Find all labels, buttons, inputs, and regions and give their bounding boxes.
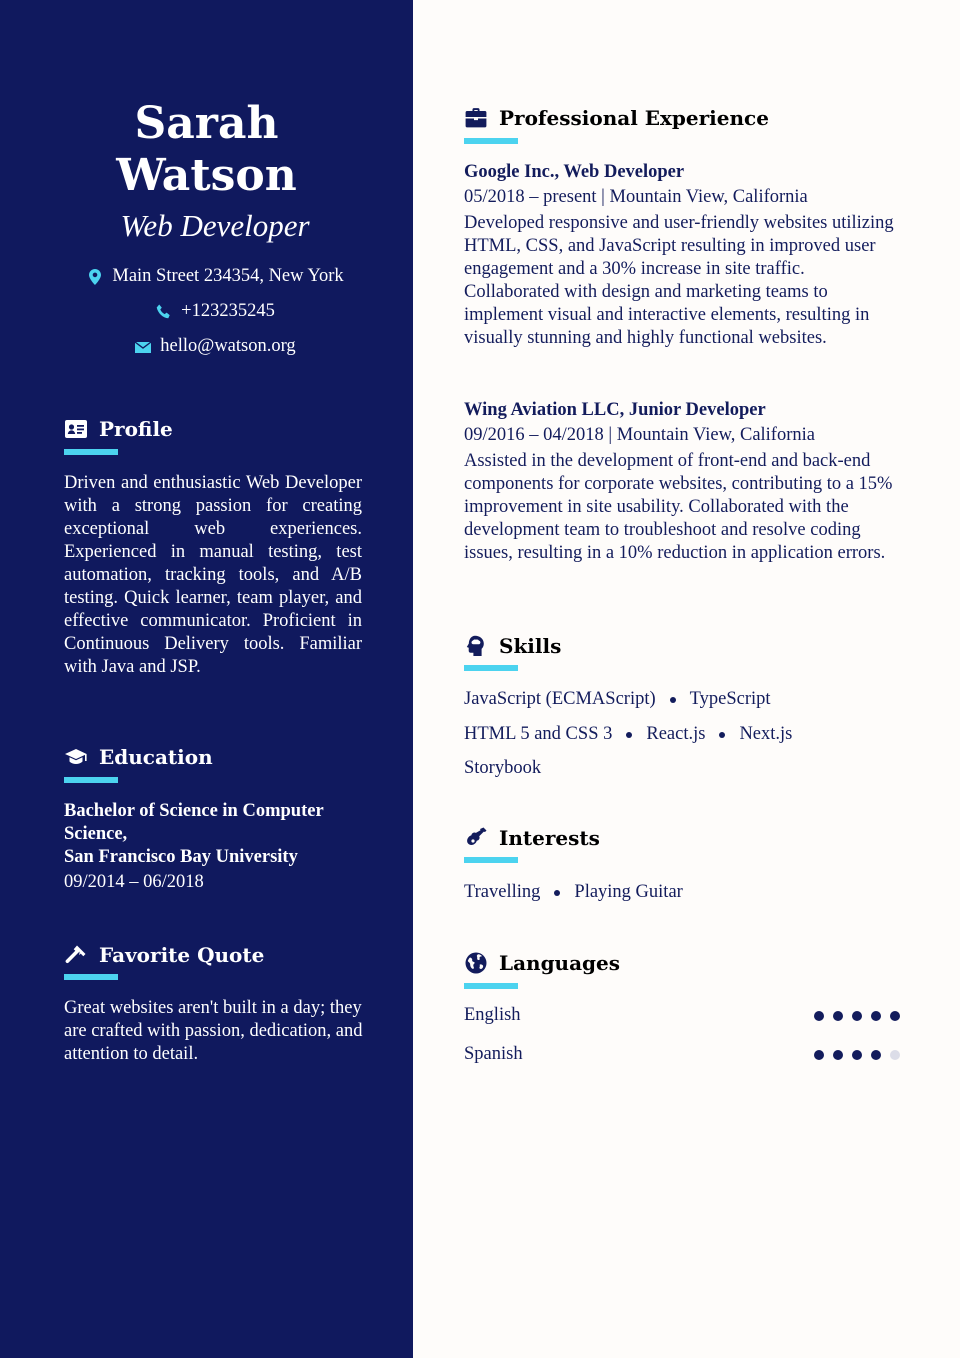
contact-address (0, 266, 430, 287)
quote-text: Great websites aren't built in a day; they are crafted with passion, dedication, and attention to detail. (64, 998, 363, 1064)
language-name: English (464, 1005, 521, 1025)
profile-heading (64, 417, 173, 441)
profile-accent-bar (64, 449, 118, 455)
skill-item: Storybook (464, 758, 542, 778)
skill-item: JavaScript (ECMAScript) (464, 689, 656, 709)
contact-phone (0, 301, 430, 322)
job-title: Google Inc., Web Developer (464, 162, 685, 182)
job-description: Assisted in the development of front-end and back-end components for corporate websites, contributing to a 15% improvement in site usability. Collaborated with the development team to troubleshoot and resolve coding issues, resulting in a 10% reduction in application errors. (464, 451, 893, 563)
interests-accent-bar (464, 857, 518, 863)
interest-item: Playing Guitar (574, 882, 683, 902)
separator-dot (554, 890, 560, 896)
level-dot-filled (833, 1050, 843, 1060)
experience-accent-bar (464, 138, 518, 144)
level-dot-filled (852, 1011, 862, 1021)
job-entry (464, 398, 904, 565)
education-entry (64, 800, 364, 894)
job-entry (464, 160, 904, 350)
language-name: Spanish (464, 1044, 523, 1064)
address-text: Main Street 234354, New York (112, 266, 344, 286)
interest-item: Travelling (464, 882, 541, 902)
job-title: Wing Aviation LLC, Junior Developer (464, 400, 766, 420)
education-dates: 09/2014 – 06/2018 (64, 872, 204, 892)
quote-heading (64, 943, 264, 967)
sidebar (0, 0, 413, 1358)
separator-dot (719, 732, 725, 738)
education-accent-bar (64, 777, 118, 783)
skills-heading-text: Skills (499, 634, 562, 658)
job-description: Developed responsive and user-friendly websites utilizing HTML, CSS, and JavaScript resulting in improved user engagement and a 30% increase in site traffic. Collaborated with design and marketing teams to implement visual and interactive elements, resulting in visually stunning and highly functional websites. (464, 213, 894, 348)
email-text: hello@watson.org (160, 336, 296, 356)
education-heading (64, 745, 213, 769)
job-title: Web Developer (120, 208, 310, 243)
skills-heading (464, 634, 561, 658)
phone-text: +123235245 (181, 301, 275, 321)
level-dot-filled (814, 1050, 824, 1060)
language-row (464, 1005, 900, 1026)
interests-heading-text: Interests (499, 826, 600, 850)
education-heading-text: Education (99, 745, 213, 769)
guitar-icon (464, 826, 488, 850)
interests-heading (464, 826, 600, 850)
skill-item: TypeScript (689, 689, 771, 709)
level-dot-filled (890, 1011, 900, 1021)
interests-row (464, 882, 683, 903)
separator-dot (670, 697, 676, 703)
location-icon (86, 268, 104, 286)
quote-heading-text: Favorite Quote (99, 943, 265, 967)
degree: Bachelor of Science in Computer Science, (64, 801, 324, 844)
first-name: Sarah (134, 98, 279, 149)
skill-item: React.js (646, 724, 706, 744)
last-name: Watson (116, 150, 297, 201)
contact-email (0, 336, 430, 357)
briefcase-icon (464, 106, 488, 130)
languages-heading (464, 951, 620, 975)
language-row (464, 1044, 900, 1065)
skills-accent-bar (464, 665, 518, 671)
globe-icon (464, 951, 488, 975)
languages-accent-bar (464, 983, 518, 989)
skill-item: Next.js (739, 724, 793, 744)
job-meta: 09/2016 – 04/2018 | Mountain View, California (464, 425, 815, 445)
level-dot-filled (814, 1011, 824, 1021)
school: San Francisco Bay University (64, 847, 298, 867)
level-dot-filled (852, 1050, 862, 1060)
mail-icon (134, 338, 152, 356)
level-dot-filled (871, 1011, 881, 1021)
level-dot-empty (890, 1050, 900, 1060)
phone-icon (155, 303, 173, 321)
skills-row (464, 724, 792, 745)
hammer-icon (64, 943, 88, 967)
experience-heading-text: Professional Experience (499, 106, 769, 130)
level-dot-filled (833, 1011, 843, 1021)
skill-item: HTML 5 and CSS 3 (464, 724, 613, 744)
languages-heading-text: Languages (499, 951, 621, 975)
profile-heading-text: Profile (99, 417, 173, 441)
separator-dot (626, 732, 632, 738)
experience-heading (464, 106, 769, 130)
id-card-icon (64, 417, 88, 441)
brain-head-icon (464, 634, 488, 658)
skills-row (464, 758, 541, 779)
skills-row (464, 689, 771, 710)
profile-text: Driven and enthusiastic Web Developer with a strong passion for creating exceptional web experiences. Experienced in manual testing, test automation, tracking tools, and A/B testing. Quick learner, team player, and effective communicator. Proficient in Continuous Delivery tools. Familiar with Java and JSP. (64, 473, 362, 677)
job-meta: 05/2018 – present | Mountain View, California (464, 187, 808, 207)
language-level-dots (814, 1011, 900, 1021)
language-level-dots (814, 1050, 900, 1060)
graduation-cap-icon (64, 745, 88, 769)
level-dot-filled (871, 1050, 881, 1060)
quote-accent-bar (64, 974, 118, 980)
